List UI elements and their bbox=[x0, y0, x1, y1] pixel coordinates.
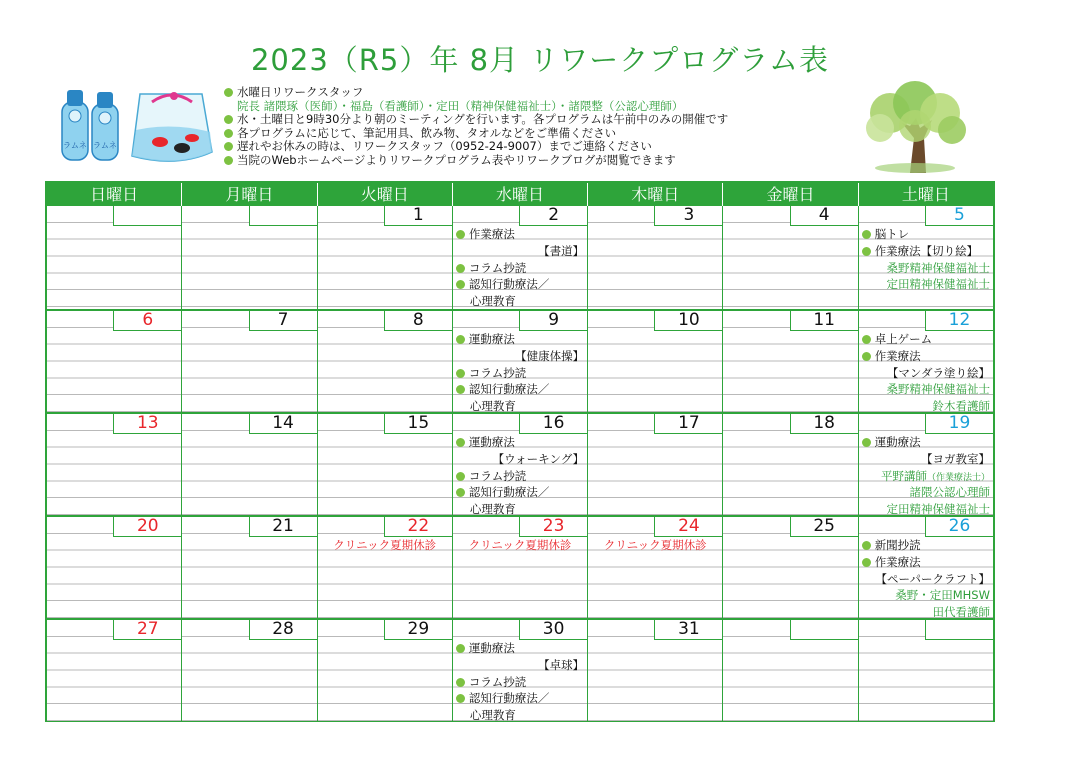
bullet-icon bbox=[456, 264, 465, 273]
day-cell bbox=[858, 517, 993, 618]
day-cell bbox=[47, 517, 181, 618]
program-text: 心理教育 bbox=[469, 502, 516, 517]
bullet-icon bbox=[456, 280, 465, 289]
day-cell bbox=[181, 414, 316, 515]
ramune-bottles-and-goldfish-bag-icon bbox=[52, 82, 222, 172]
program-text: 卓上ゲーム bbox=[874, 332, 933, 346]
bullet-icon bbox=[456, 644, 465, 653]
program-text: 桑野精神保健福祉士 bbox=[886, 382, 990, 397]
day-number: 6 bbox=[113, 311, 181, 331]
day-number: 20 bbox=[113, 517, 181, 537]
program-line bbox=[859, 501, 993, 518]
bullet-icon bbox=[862, 438, 871, 447]
program-text: 【ウォーキング】 bbox=[492, 451, 585, 466]
day-cell bbox=[858, 311, 993, 412]
program-line bbox=[453, 243, 587, 260]
program-text: 心理教育 bbox=[469, 708, 516, 723]
weekday-label: 木曜日 bbox=[587, 183, 722, 206]
bullet-icon bbox=[224, 156, 233, 165]
program-line bbox=[453, 434, 587, 451]
note-item bbox=[224, 86, 824, 100]
bullet-icon bbox=[862, 230, 871, 239]
day-cell bbox=[452, 414, 587, 515]
program-line bbox=[859, 468, 993, 485]
bullet-icon bbox=[456, 385, 465, 394]
day-number: 19 bbox=[925, 414, 993, 434]
program-line bbox=[453, 398, 587, 415]
svg-text:ラムネ: ラムネ bbox=[93, 141, 117, 150]
bullet-icon bbox=[456, 369, 465, 378]
program-line bbox=[453, 484, 587, 501]
program-line bbox=[859, 260, 993, 277]
program-line bbox=[859, 226, 993, 243]
day-number: 30 bbox=[519, 620, 587, 640]
bullet-icon bbox=[456, 230, 465, 239]
day-cell bbox=[181, 206, 316, 309]
program-line bbox=[453, 640, 587, 657]
program-line bbox=[453, 293, 587, 310]
program-text: 【書道】 bbox=[538, 243, 585, 258]
program-line bbox=[859, 434, 993, 451]
program-line bbox=[453, 331, 587, 348]
day-cell bbox=[47, 414, 181, 515]
notes-list bbox=[224, 86, 824, 168]
note-item bbox=[224, 140, 824, 154]
program-line bbox=[453, 260, 587, 277]
weekday-label: 日曜日 bbox=[90, 185, 139, 204]
day-cell bbox=[47, 620, 181, 721]
program-text: 心理教育 bbox=[469, 399, 516, 414]
program-text: 作業療法 bbox=[874, 554, 921, 569]
day-number: 3 bbox=[654, 206, 722, 226]
program-text: クリニック夏期休診 bbox=[603, 538, 707, 552]
program-text: 認知行動療法／ bbox=[468, 691, 550, 706]
weekday-label: 月曜日 bbox=[181, 183, 316, 206]
program-text: 【健康体操】 bbox=[515, 348, 585, 363]
calendar-body bbox=[47, 206, 993, 721]
program-text: 田代看護師 bbox=[932, 605, 990, 620]
program-line bbox=[859, 554, 993, 571]
program-text: 認知行動療法／ bbox=[468, 485, 550, 500]
day-number: 12 bbox=[925, 311, 993, 331]
day-cell bbox=[587, 414, 722, 515]
day-cell bbox=[587, 311, 722, 412]
day-number: 9 bbox=[519, 311, 587, 331]
note-item bbox=[224, 127, 824, 141]
day-number: 31 bbox=[654, 620, 722, 640]
program-text: 運動療法 bbox=[874, 435, 921, 449]
day-number bbox=[790, 620, 858, 640]
day-number: 16 bbox=[519, 414, 587, 434]
program-text: 【卓球】 bbox=[538, 657, 585, 672]
program-text: 認知行動療法／ bbox=[468, 277, 550, 292]
day-number: 11 bbox=[790, 311, 858, 331]
note-text: 水・土曜日と9時30分より朝のミーティングを行います。各プログラムは午前中のみの開催です bbox=[237, 112, 729, 127]
program-line bbox=[453, 226, 587, 243]
program-text: コラム抄読 bbox=[468, 674, 527, 689]
program-text: 桑野精神保健福祉士 bbox=[886, 260, 990, 275]
page-title: 2023（R5）年 8月 リワークプログラム表 bbox=[250, 43, 829, 77]
bullet-icon bbox=[456, 694, 465, 703]
day-cell bbox=[452, 620, 587, 721]
program-line bbox=[859, 243, 993, 260]
program-text: 心理教育 bbox=[469, 294, 516, 309]
program-text: 運動療法 bbox=[468, 641, 515, 655]
program-line bbox=[318, 537, 452, 554]
day-number: 14 bbox=[249, 414, 317, 434]
day-number bbox=[249, 206, 317, 226]
day-number: 15 bbox=[384, 414, 452, 434]
program-note: （作業療法士） bbox=[926, 472, 990, 483]
program-line bbox=[859, 381, 993, 398]
day-cell bbox=[317, 620, 452, 721]
program-line bbox=[859, 276, 993, 293]
weekday-label: 水曜日 bbox=[452, 183, 587, 206]
bullet-icon bbox=[456, 472, 465, 481]
program-line bbox=[859, 587, 993, 604]
program-line bbox=[859, 537, 993, 554]
program-line bbox=[859, 365, 993, 382]
note-text: 当院のWebホームページよりリワークプログラム表やリワークブログが閲覧できます bbox=[237, 152, 676, 167]
day-cell bbox=[722, 206, 857, 309]
bullet-icon bbox=[456, 335, 465, 344]
day-cell bbox=[587, 620, 722, 721]
program-text: 諸隈公認心理師 bbox=[909, 485, 990, 500]
bullet-icon bbox=[862, 352, 871, 361]
week-row bbox=[47, 206, 993, 309]
weekday-header bbox=[47, 183, 993, 206]
program-text: 桑野・定田MHSW bbox=[895, 588, 990, 603]
day-number: 13 bbox=[113, 414, 181, 434]
day-cell bbox=[181, 311, 316, 412]
day-cell bbox=[858, 414, 993, 515]
program-line bbox=[453, 674, 587, 691]
program-text: クリニック夏期休診 bbox=[333, 538, 437, 552]
bullet-icon bbox=[862, 335, 871, 344]
day-cell bbox=[317, 414, 452, 515]
program-line bbox=[859, 484, 993, 501]
day-number bbox=[113, 206, 181, 226]
program-text: 新聞抄読 bbox=[874, 538, 921, 552]
program-line bbox=[453, 365, 587, 382]
day-number: 5 bbox=[925, 206, 993, 226]
day-number bbox=[925, 620, 993, 640]
day-cell bbox=[722, 517, 857, 618]
program-text: クリニック夏期休診 bbox=[468, 538, 572, 552]
day-number: 29 bbox=[384, 620, 452, 640]
svg-text:ラムネ: ラムネ bbox=[63, 141, 87, 150]
program-line bbox=[859, 398, 993, 415]
program-text: コラム抄読 bbox=[468, 365, 527, 380]
program-text: コラム抄読 bbox=[468, 468, 527, 483]
bullet-icon bbox=[456, 488, 465, 497]
program-text: 【ペーパークラフト】 bbox=[875, 571, 990, 586]
note-text: 院長 諸隈琢（医師）・福島（看護師）・定田（精神保健福祉士）・諸隈整（公認心理師） bbox=[237, 98, 684, 113]
note-item bbox=[224, 100, 824, 114]
calendar bbox=[45, 181, 995, 722]
day-number: 23 bbox=[519, 517, 587, 537]
program-text: 運動療法 bbox=[468, 435, 515, 449]
day-cell bbox=[452, 311, 587, 412]
program-line bbox=[453, 690, 587, 707]
day-cell bbox=[452, 517, 587, 618]
program-text: 認知行動療法／ bbox=[468, 382, 550, 397]
program-line bbox=[859, 331, 993, 348]
program-text: 運動療法 bbox=[468, 332, 515, 346]
day-number: 27 bbox=[113, 620, 181, 640]
week-row bbox=[47, 618, 993, 721]
bullet-icon bbox=[456, 438, 465, 447]
program-line bbox=[588, 537, 722, 554]
day-cell bbox=[858, 620, 993, 721]
bullet-icon bbox=[224, 115, 233, 124]
day-cell bbox=[452, 206, 587, 309]
note-text: 遅れやお休みの時は、リワークスタッフ（0952-24-9007）までご連絡ください bbox=[237, 139, 652, 154]
program-text: 鈴木看護師 bbox=[932, 399, 990, 414]
day-cell bbox=[722, 311, 857, 412]
bullet-icon bbox=[862, 541, 871, 550]
weekday-label: 土曜日 bbox=[858, 183, 993, 206]
weekday-label: 金曜日 bbox=[722, 183, 857, 206]
program-text: 【ヨガ教室】 bbox=[920, 451, 990, 466]
program-text: 作業療法【切り絵】 bbox=[874, 243, 979, 258]
note-item bbox=[224, 113, 824, 127]
day-number: 10 bbox=[654, 311, 722, 331]
week-row bbox=[47, 412, 993, 515]
bullet-icon bbox=[224, 88, 233, 97]
bullet-icon bbox=[224, 142, 233, 151]
day-cell bbox=[722, 414, 857, 515]
note-text: 各プログラムに応じて、筆記用具、飲み物、タオルなどをご準備ください bbox=[237, 125, 617, 140]
day-number: 22 bbox=[384, 517, 452, 537]
bullet-icon bbox=[862, 558, 871, 567]
program-text: 【マンダラ塗り絵】 bbox=[886, 365, 990, 380]
day-cell bbox=[317, 311, 452, 412]
day-number: 28 bbox=[249, 620, 317, 640]
day-cell bbox=[722, 620, 857, 721]
day-number: 7 bbox=[249, 311, 317, 331]
program-line bbox=[453, 468, 587, 485]
program-line bbox=[453, 707, 587, 724]
day-number: 24 bbox=[654, 517, 722, 537]
tree-icon bbox=[840, 78, 990, 178]
day-cell bbox=[317, 206, 452, 309]
note-item bbox=[224, 154, 824, 168]
bullet-icon bbox=[224, 129, 233, 138]
day-cell bbox=[587, 517, 722, 618]
day-cell bbox=[47, 206, 181, 309]
weekday-label: 火曜日 bbox=[317, 183, 452, 206]
program-line bbox=[859, 348, 993, 365]
bullet-icon bbox=[862, 247, 871, 256]
day-cell bbox=[181, 517, 316, 618]
program-line bbox=[859, 571, 993, 588]
bullet-icon bbox=[456, 678, 465, 687]
program-text: コラム抄読 bbox=[468, 260, 527, 275]
day-cell bbox=[181, 620, 316, 721]
program-line bbox=[453, 348, 587, 365]
day-number: 18 bbox=[790, 414, 858, 434]
program-line bbox=[453, 451, 587, 468]
day-cell bbox=[47, 311, 181, 412]
day-number: 25 bbox=[790, 517, 858, 537]
program-text: 定田精神保健福祉士 bbox=[886, 277, 990, 292]
program-line bbox=[453, 381, 587, 398]
day-number: 8 bbox=[384, 311, 452, 331]
day-cell bbox=[317, 517, 452, 618]
day-number: 17 bbox=[654, 414, 722, 434]
week-row bbox=[47, 309, 993, 412]
note-text: 水曜日リワークスタッフ bbox=[237, 85, 364, 99]
day-number: 26 bbox=[925, 517, 993, 537]
program-line bbox=[453, 537, 587, 554]
program-line bbox=[859, 451, 993, 468]
program-text: 脳トレ bbox=[874, 227, 910, 241]
program-line bbox=[453, 501, 587, 518]
program-line bbox=[859, 604, 993, 621]
program-line bbox=[453, 657, 587, 674]
day-number: 1 bbox=[384, 206, 452, 226]
day-number: 4 bbox=[790, 206, 858, 226]
day-number: 21 bbox=[249, 517, 317, 537]
program-text: 作業療法 bbox=[874, 348, 921, 363]
day-number: 2 bbox=[519, 206, 587, 226]
program-text: 作業療法 bbox=[468, 227, 515, 241]
day-cell bbox=[587, 206, 722, 309]
program-text: 平野講師 bbox=[880, 468, 927, 483]
week-row bbox=[47, 515, 993, 618]
program-line bbox=[453, 276, 587, 293]
day-cell bbox=[858, 206, 993, 309]
program-text: 定田精神保健福祉士 bbox=[886, 502, 990, 517]
